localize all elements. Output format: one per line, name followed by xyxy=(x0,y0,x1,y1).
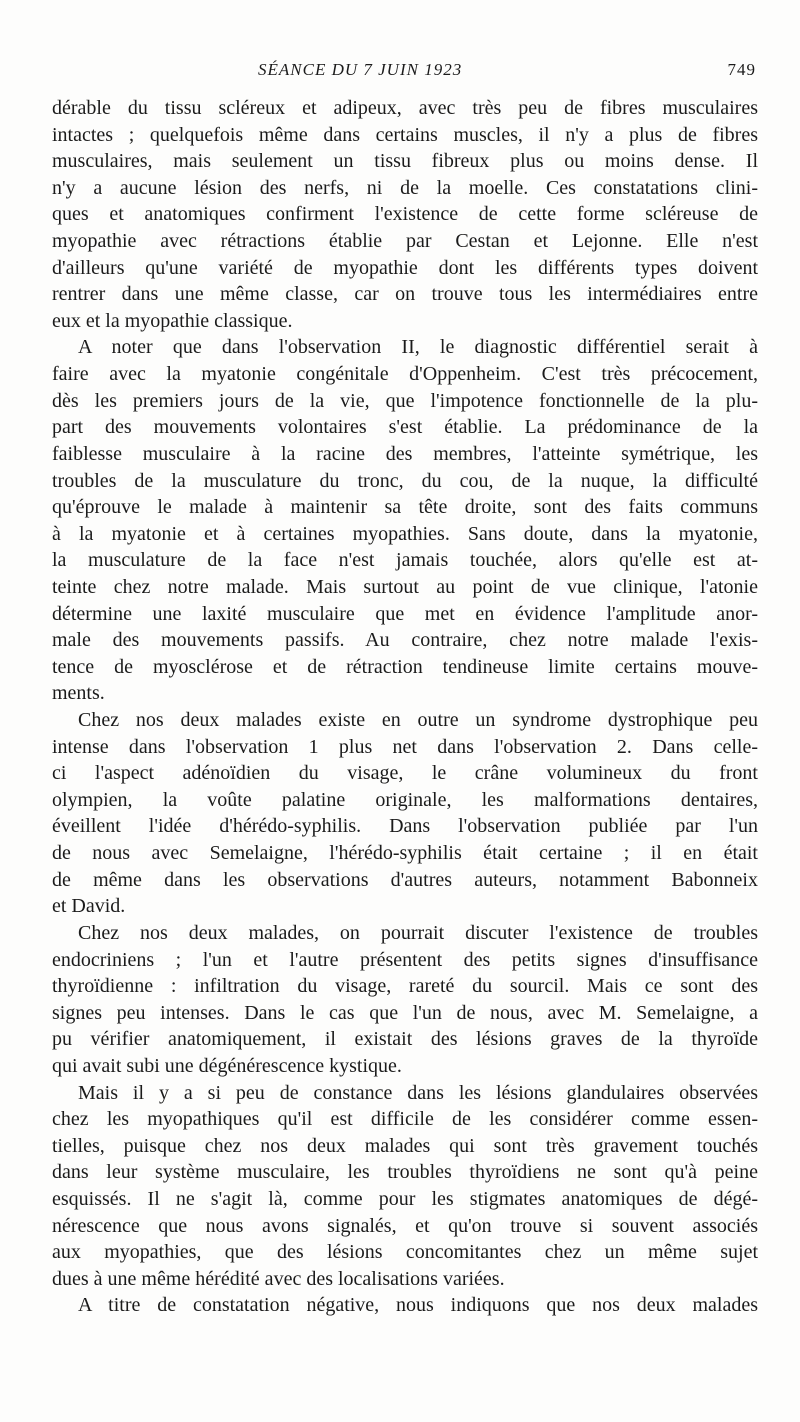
text-line: rentrer dans une même classe, car on trouve tous les intermédiaires entre xyxy=(52,283,758,306)
running-title: SÉANCE DU 7 JUIN 1923 xyxy=(258,60,463,79)
text-line: de même dans les observations d'autres auteurs, notamment Babonneix xyxy=(52,868,758,891)
text-line: teinte chez notre malade. Mais surtout au point de vue clinique, l'atonie xyxy=(52,575,758,598)
paragraph-start-line: Mais il y a si peu de constance dans les lésions glandulaires observées xyxy=(78,1081,758,1104)
text-line: pu vérifier anatomiquement, il existait des lésions graves de la thyroïde xyxy=(52,1028,758,1051)
text-line: aux myopathies, que des lésions concomitantes chez un même sujet xyxy=(52,1241,758,1264)
text-line: qu'éprouve le malade à maintenir sa tête droite, sont des faits communs xyxy=(52,496,758,519)
text-line: faire avec la myatonie congénitale d'Oppenheim. C'est très précocement, xyxy=(52,363,758,386)
text-line: ci l'aspect adénoïdien du visage, le crâne volumineux du front xyxy=(52,762,758,785)
paragraph-start-line: A noter que dans l'observation II, le diagnostic différentiel serait à xyxy=(78,336,758,359)
text-line: part des mouvements volontaires s'est établie. La prédominance de la xyxy=(52,416,758,439)
text-line: ques et anatomiques confirment l'existence de cette forme scléreuse de xyxy=(52,203,758,226)
text-line: dues à une même hérédité avec des localisations variées. xyxy=(52,1267,505,1290)
text-line: et David. xyxy=(52,895,126,918)
text-line: dérable du tissu scléreux et adipeux, avec très peu de fibres musculaires xyxy=(52,97,758,119)
text-line: ments. xyxy=(52,682,105,705)
text-line: de nous avec Semelaigne, l'hérédo-syphilis était certaine ; il en était xyxy=(52,842,758,865)
text-line: signes peu intenses. Dans le cas que l'un de nous, avec M. Semelaigne, a xyxy=(52,1001,758,1024)
text-line: éveillent l'idée d'hérédo-syphilis. Dans l'observation publiée par l'un xyxy=(52,815,758,838)
text-line: tielles, puisque chez nos deux malades qui sont très gravement touchés xyxy=(52,1134,758,1157)
text-line: dès les premiers jours de la vie, que l'impotence fonctionnelle de la plu- xyxy=(52,389,758,412)
running-header xyxy=(258,60,756,86)
text-line: n'y a aucune lésion des nerfs, ni de la moelle. Ces constatations clini- xyxy=(52,176,758,199)
text-line: la musculature de la face n'est jamais touchée, alors qu'elle est at- xyxy=(52,549,758,572)
text-line: dans leur système musculaire, les troubles thyroïdiens ne sont qu'à peine xyxy=(52,1161,758,1184)
text-line: thyroïdienne : infiltration du visage, rareté du sourcil. Mais ce sont des xyxy=(52,975,758,998)
page-number: 749 xyxy=(727,60,756,79)
text-line: tence de myosclérose et de rétraction tendineuse limite certains mouve- xyxy=(52,655,758,678)
text-line: myopathie avec rétractions établie par Cestan et Lejonne. Elle n'est xyxy=(52,230,758,253)
text-line: endocriniens ; l'un et l'autre présentent des petits signes d'insuffisance xyxy=(52,948,758,971)
text-line: faiblesse musculaire à la racine des membres, l'atteinte symétrique, les xyxy=(52,442,758,465)
text-line: détermine une laxité musculaire que met en évidence l'amplitude anor- xyxy=(52,602,758,625)
text-line: à la myatonie et à certaines myopathies. Sans doute, dans la myatonie, xyxy=(52,522,758,545)
paragraph-start-line: Chez nos deux malades existe en outre un syndrome dystrophique peu xyxy=(78,709,758,732)
text-line: qui avait subi une dégénérescence kystique. xyxy=(52,1054,402,1077)
text-line: musculaires, mais seulement un tissu fibreux plus ou moins dense. Il xyxy=(52,150,758,173)
text-line: olympien, la voûte palatine originale, les malformations dentaires, xyxy=(52,788,758,811)
text-line: male des mouvements passifs. Au contraire, chez notre malade l'exis- xyxy=(52,629,758,652)
paragraph-start-line: Chez nos deux malades, on pourrait discuter l'existence de troubles xyxy=(78,921,758,944)
text-line: intactes ; quelquefois même dans certains muscles, il n'y a plus de fibres xyxy=(52,123,758,146)
text-line: eux et la myopathie classique. xyxy=(52,309,293,332)
body-text xyxy=(52,95,758,1319)
text-line: troubles de la musculature du tronc, du cou, de la nuque, la difficulté xyxy=(52,469,758,492)
text-line: intense dans l'observation 1 plus net dans l'observation 2. Dans celle- xyxy=(52,735,758,758)
paragraph-start-line: A titre de constatation négative, nous indiquons que nos deux malades xyxy=(78,1294,758,1317)
text-line: d'ailleurs qu'une variété de myopathie dont les différents types doivent xyxy=(52,256,758,279)
text-line: nérescence que nous avons signalés, et qu'on trouve si souvent associés xyxy=(52,1214,758,1237)
text-line: esquissés. Il ne s'agit là, comme pour les stigmates anatomiques de dégé- xyxy=(52,1187,758,1210)
text-line: chez les myopathiques qu'il est difficile de les considérer comme essen- xyxy=(52,1108,758,1131)
